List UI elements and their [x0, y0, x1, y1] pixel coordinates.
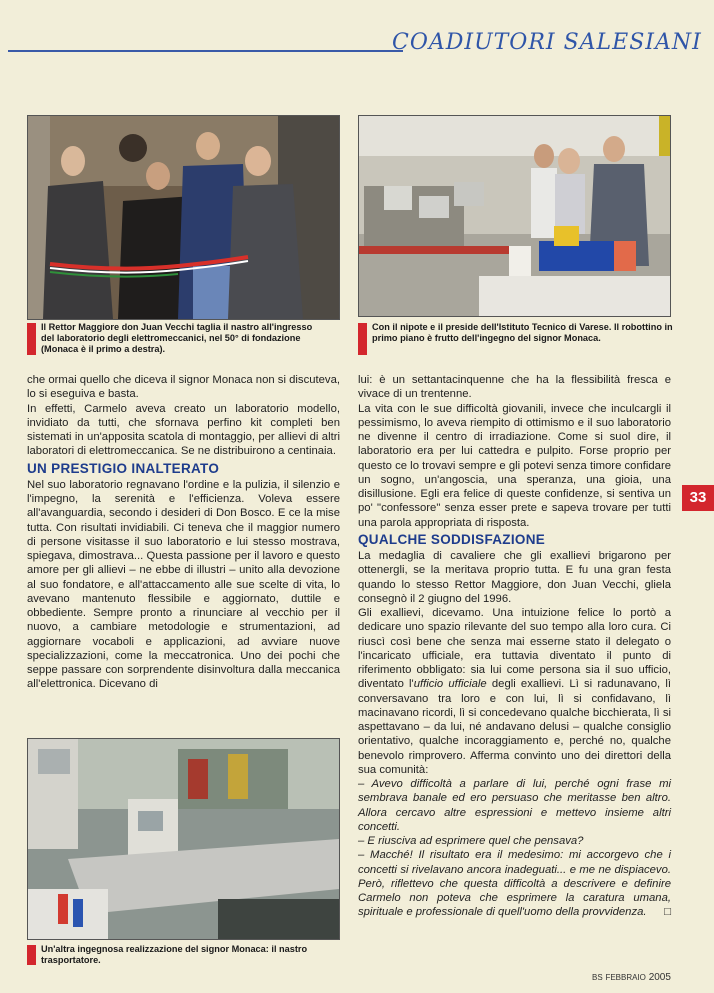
photo-ribbon-cutting	[27, 115, 340, 320]
paragraph: lui: è un settantacinquenne che ha la flessibilità fresca e vivace di un trentenne.	[358, 374, 671, 401]
right-column	[358, 373, 671, 920]
photo-conveyor	[27, 738, 340, 940]
footer-magazine: BS	[592, 973, 603, 982]
left-column	[27, 373, 340, 692]
caption-marker	[358, 323, 367, 355]
subheading: QUALCHE SODDISFAZIONE	[358, 531, 546, 547]
subheading: UN PRESTIGIO INALTERATO	[27, 460, 220, 476]
footer-year: 2005	[648, 972, 671, 983]
paragraph: Gli exallievi, dicevamo. Una intuizione felice lo portò a dedicare uno spazio rilevante del suo tempo alla loro cura. Ci riuscì così bene che senza mai esserne stato il delegato o l'incaricato ufficiale, era tuttavia diventato il punto di riferimento obbligato: sia lui come persona sia il suo ufficio, diventato l'ufficio ufficiale degli exallievi. Lì si radunavano, lì conversavano tra loro e con lui, lì si confidavano, lì macinavano ricordi, lì si concedevano qualche bicchierata, lì si aspettavano – da lui, né andavano delusi – qualche consiglio orientativo, qualche incoraggiamento e, perché no, qualche benevolo rimprovero. Afferma convinto uno dei direttori della sua comunità:	[358, 607, 672, 776]
header-rule	[8, 50, 403, 52]
quote-line: – E riusciva ad esprimere quel che pensava?	[358, 835, 584, 847]
paragraph: che ormai quello che diceva il signor Monaca non si discuteva, lo si eseguiva e basta.	[27, 374, 340, 401]
footer	[592, 972, 671, 983]
paragraph: In effetti, Carmelo aveva creato un laboratorio modello, invidiato da tutti, che sfornava perfino kit completi ben sistemati in un'apposita scatola di montaggio, per allievi di altri laboratori di elettromeccanica. Se ne distribuirono a centinaia.	[27, 402, 340, 458]
photo-lab-robot	[358, 115, 671, 317]
paragraph: La medaglia di cavaliere che gli exallievi brigarono per ottenergli, se la meritava proprio tutta. E fu una gran festa quando lo stesso Rettor Maggiore, don Juan Vecchi, gliela consegnò il 2 giugno del 1996.	[358, 550, 671, 605]
caption-photo-2: Con il nipote e il preside dell'Istituto Tecnico di Varese. Il robottino in primo piano è frutto dell'ingegno del signor Monaca.	[358, 322, 676, 344]
end-mark: □	[664, 906, 671, 919]
footer-month: FEBBRAIO	[605, 973, 646, 982]
caption-marker	[27, 323, 36, 355]
quote-line: – Avevo difficoltà a parlare di lui, perché ogni frase mi sembrava banale ed ero persuaso che meritasse ben altro. Allora cercavo altre espressioni e mettevo insieme altri concetti.	[358, 778, 671, 833]
paragraph: Nel suo laboratorio regnavano l'ordine e la pulizia, il silenzio e l'impegno, la serenità e l'efficienza. Voleva essere all'avanguardia, secondo i desideri di Don Bosco. E ce la mise tutta. Con risultati invidiabili. Ci teneva che il maggior numero di persone visitasse il suo laboratorio e lui stesso mostrava, spiegava, dimostrava... Questa passione per il lavoro e questo amore per gli allievi – ne ebbe di illustri – unito alla devozione al suo fondatore, e all'attaccamento alle sue scelte di vita, lo avevano mantenuto flessibile e aggiornato, duttile e obbediente. Sempre pronto a rinunciare al vecchio per il nuovo, a cambiare metodologie e strumentazioni, ad aggiornare vocaboli e applicazioni, ad avviare nuove specializzazioni, come la meccatronica. Uno dei pochi che seppe passare con sorprendente disinvoltura dalla meccanica all'elettronica. Dicevano di	[27, 478, 340, 691]
section-title: COADIUTORI SALESIANI	[392, 30, 702, 55]
caption-marker	[27, 945, 36, 965]
quote-line: – Macché! Il risultato era il medesimo: mi accorgevo che i concetti si rivelavano ancora inadeguati... e me ne dispiacevo. Però, riflettevo che questa difficoltà a descrivere e definire Carmelo non poteva che esprimere la caratura umana, spirituale e professionale di quell'uomo della provvidenza. □	[358, 849, 671, 919]
page-number: 33	[682, 485, 714, 511]
paragraph: La vita con le sue difficoltà giovanili, invece che inculcargli il pessimismo, lo aveva riempito di ottimismo e il suo laboratorio ne divenne il centro di irradiazione. Come si suol dire, il laboratorio era per lui cattedra e pulpito. Forse proprio per questo ce lo trovavi sempre e gli potevi senza timore confidare un sogno, un'angoscia, una speranza, una gioia, una disillusione. Egli era felice di queste confidenze, si sentiva un po' "confessore" senza esser prete e sapeva trovare per tutti una parola appropriata di risposta.	[358, 402, 671, 529]
caption-photo-3: Un'altra ingegnosa realizzazione del signor Monaca: il nastro trasportatore.	[27, 944, 327, 966]
caption-photo-1: Il Rettor Maggiore don Juan Vecchi taglia il nastro all'ingresso del laboratorio degli elettromeccanici, nel 50° di fondazione (Monaca è il primo a destra).	[27, 322, 327, 355]
